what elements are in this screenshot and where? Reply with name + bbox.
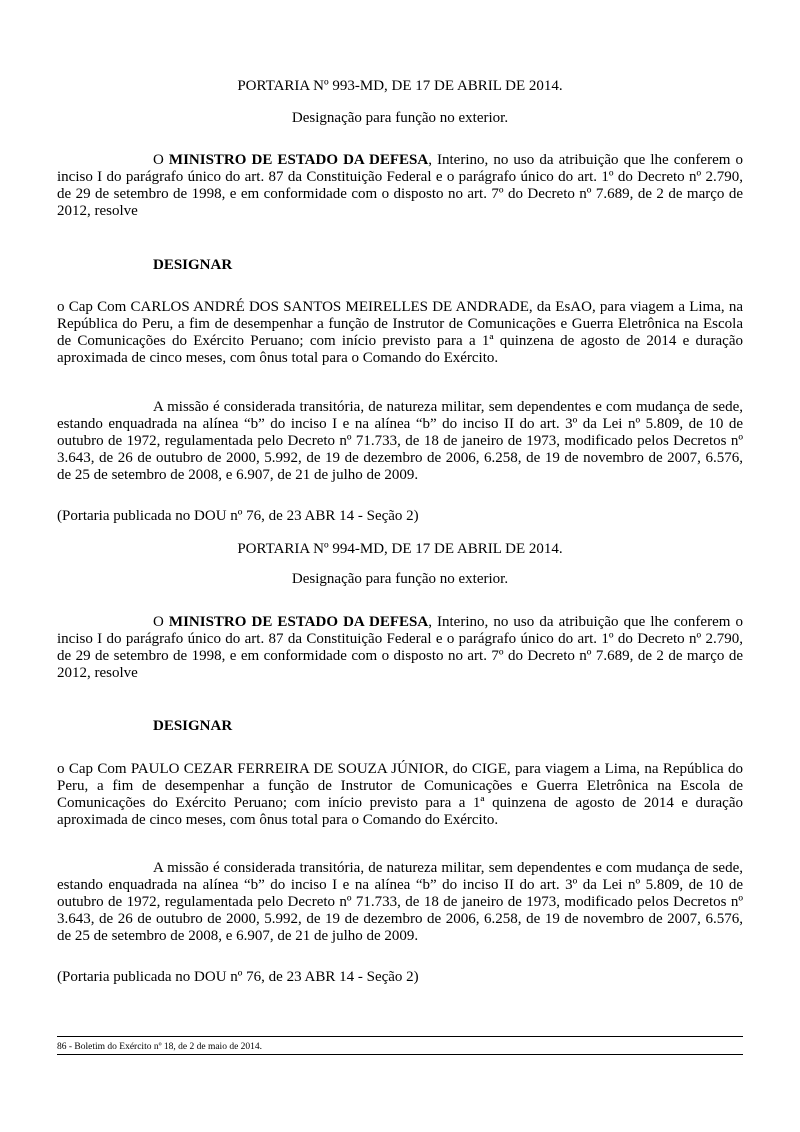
portaria-1-authority: MINISTRO DE ESTADO DA DEFESA [168, 152, 429, 168]
portaria-1-action: DESIGNAR [153, 257, 233, 273]
portaria-2-title: PORTARIA Nº 994-MD, DE 17 DE ABRIL DE 2014. [237, 541, 563, 557]
portaria-2-mission: A missão é considerada transitória, de natureza militar, sem dependentes e com mudança de sede, estando enquadrada na alínea “b” do inciso I e na alínea “b” do inciso II do art. 3º da Lei nº 5.809, de 10 de outubro de 1972, regulamentada pelo Decreto nº 71.733, de 18 de janeiro de 1973, modificado pelos Decretos nº 3.643, de 26 de outubro de 2000, 5.992, de 19 de dezembro de 2006, 6.258, de 19 de novembro de 2007, 6.576, de 25 de setembro de 2008, e 6.907, de 21 de julho de 2009. [57, 860, 743, 944]
portaria-2-preamble [57, 614, 743, 682]
portaria-1-preamble-prefix: O [153, 152, 169, 168]
portaria-2-authority: MINISTRO DE ESTADO DA DEFESA [168, 614, 429, 630]
portaria-2-preamble-prefix: O [153, 614, 169, 630]
portaria-2-publication: (Portaria publicada no DOU nº 76, de 23 ABR 14 - Seção 2) [57, 969, 419, 985]
portaria-1-preamble [57, 152, 743, 220]
portaria-2-action: DESIGNAR [153, 718, 233, 734]
portaria-1-title: PORTARIA Nº 993-MD, DE 17 DE ABRIL DE 2014. [237, 78, 563, 94]
footer-rule-bottom [57, 1054, 743, 1055]
portaria-2-subtitle: Designação para função no exterior. [291, 571, 509, 587]
portaria-2-designation: o Cap Com PAULO CEZAR FERREIRA DE SOUZA JÚNIOR, do CIGE, para viagem a Lima, na República do Peru, a fim de desempenhar a função de Instrutor de Comunicações e Guerra Eletrônica na Escola de Comunicações do Exército Peruano; com início previsto para a 1ª quinzena de agosto de 2014 e duração aproximada de cinco meses, com ônus total para o Comando do Exército. [57, 761, 743, 828]
portaria-1-preamble-text: , Interino, no uso da atribuição que lhe conferem o inciso I do parágrafo único do art. 87 da Constituição Federal e o parágrafo único do art. 1º do Decreto nº 2.790, de 29 de setembro de 1998, e em conformidade com o disposto no art. 7º do Decreto nº 7.689, de 2 de março de 2012, resolve [57, 152, 743, 219]
portaria-2-preamble-text: , Interino, no uso da atribuição que lhe conferem o inciso I do parágrafo único do art. 87 da Constituição Federal e o parágrafo único do art. 1º do Decreto nº 2.790, de 29 de setembro de 1998, e em conformidade com o disposto no art. 7º do Decreto nº 7.689, de 2 de março de 2012, resolve [57, 614, 743, 681]
portaria-1-publication: (Portaria publicada no DOU nº 76, de 23 ABR 14 - Seção 2) [57, 508, 419, 524]
portaria-1-designation: o Cap Com CARLOS ANDRÉ DOS SANTOS MEIRELLES DE ANDRADE, da EsAO, para viagem a Lima, na República do Peru, a fim de desempenhar a função de Instrutor de Comunicações e Guerra Eletrônica na Escola de Comunicações do Exército Peruano; com início previsto para a 1ª quinzena de agosto de 2014 e duração aproximada de cinco meses, com ônus total para o Comando do Exército. [57, 299, 743, 366]
portaria-1-subtitle: Designação para função no exterior. [291, 110, 509, 126]
portaria-1-mission: A missão é considerada transitória, de natureza militar, sem dependentes e com mudança de sede, estando enquadrada na alínea “b” do inciso I e na alínea “b” do inciso II do art. 3º da Lei nº 5.809, de 10 de outubro de 1972, regulamentada pelo Decreto nº 71.733, de 18 de janeiro de 1973, modificado pelos Decretos nº 3.643, de 26 de outubro de 2000, 5.992, de 19 de dezembro de 2006, 6.258, de 19 de novembro de 2007, 6.576, de 25 de setembro de 2008, e 6.907, de 21 de julho de 2009. [57, 399, 743, 483]
footer-rule-top [57, 1036, 743, 1037]
footer-text: 86 - Boletim do Exército nº 18, de 2 de maio de 2014. [57, 1042, 263, 1052]
document-page [57, 0, 743, 1132]
